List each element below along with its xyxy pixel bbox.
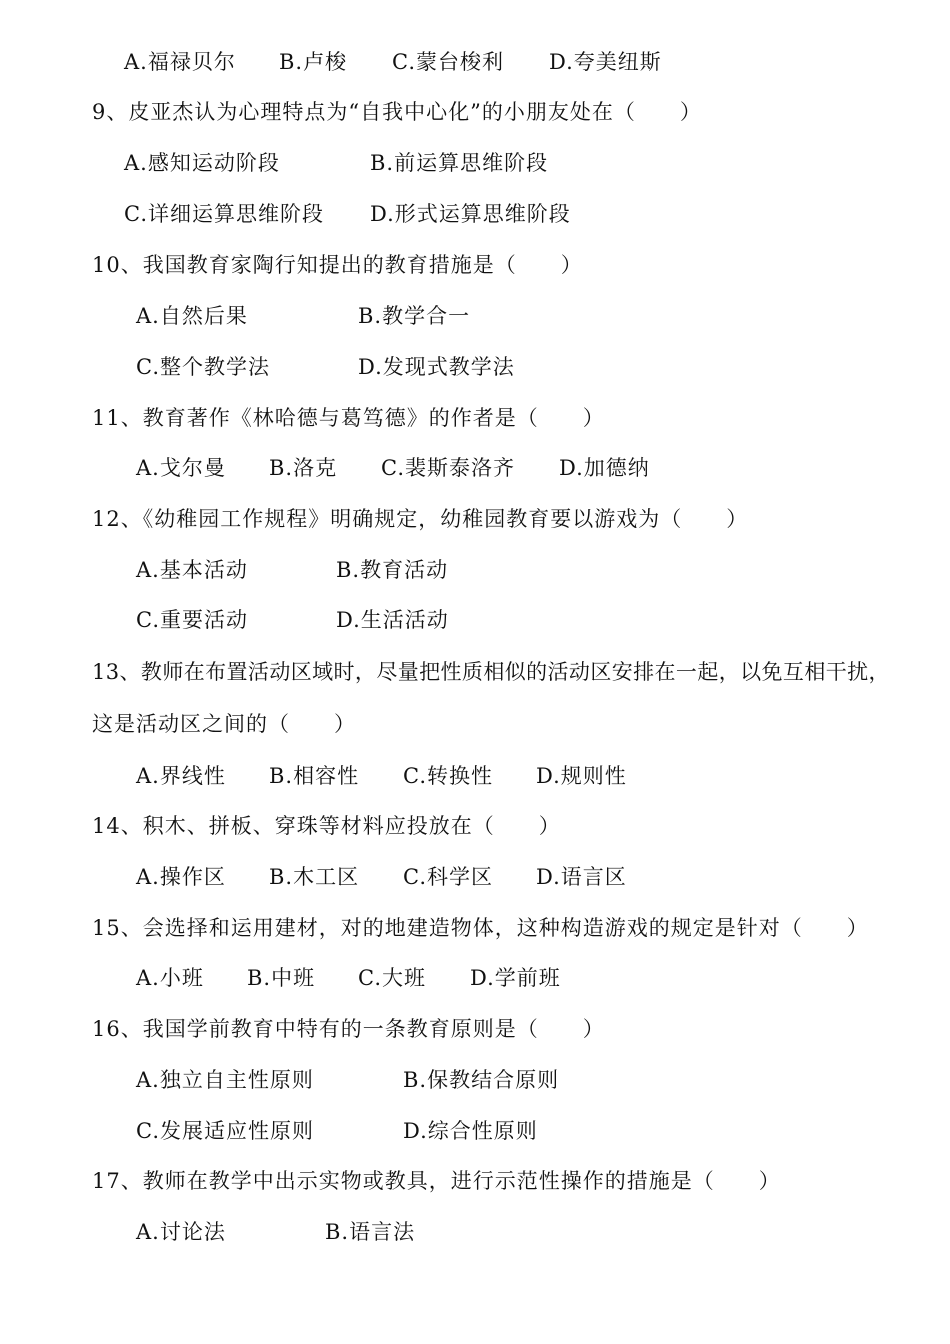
option-d: D.学前班 xyxy=(470,966,561,990)
option-d: D.形式运算思维阶段 xyxy=(370,202,571,226)
option-a: A.福禄贝尔 xyxy=(124,50,236,74)
option-b: B.教学合一 xyxy=(358,304,471,328)
option-b: B.木工区 xyxy=(269,865,360,889)
question-9-stem: 9、皮亚杰认为心理特点为“自我中心化”的小朋友处在（ ） xyxy=(92,100,702,124)
option-d: D.语言区 xyxy=(536,865,627,889)
option-d: D.规则性 xyxy=(536,764,627,788)
option-d: D.综合性原则 xyxy=(403,1119,538,1143)
option-c: C.转换性 xyxy=(403,764,493,788)
option-c: C.重要活动 xyxy=(136,608,248,632)
option-b: B.卢梭 xyxy=(279,50,348,74)
option-c: C.发展适应性原则 xyxy=(136,1119,314,1143)
option-a: A.界线性 xyxy=(136,764,226,788)
option-b: B.洛克 xyxy=(269,456,338,480)
option-c: C.详细运算思维阶段 xyxy=(124,202,324,226)
option-a: A.操作区 xyxy=(136,865,226,889)
option-a: A.独立自主性原则 xyxy=(136,1068,314,1092)
question-13-stem: 13、教师在布置活动区域时，尽量把性质相似的活动区安排在一起，以免互相干扰， xyxy=(92,660,890,684)
option-d: D.夸美纽斯 xyxy=(549,50,662,74)
option-a: A.小班 xyxy=(136,966,204,990)
question-10-stem: 10、我国教育家陶行知提出的教育措施是（ ） xyxy=(92,253,583,277)
question-12-stem: 12、《幼稚园工作规程》明确规定，幼稚园教育要以游戏为（ ） xyxy=(92,507,749,531)
option-b: B.中班 xyxy=(247,966,316,990)
question-17-stem: 17、教师在教学中出示实物或教具，进行示范性操作的措施是（ ） xyxy=(92,1169,781,1193)
question-15-stem: 15、会选择和运用建材，对的地建造物体，这种构造游戏的规定是针对（ ） xyxy=(92,916,869,940)
option-b: B.教育活动 xyxy=(336,558,449,582)
option-c: C.蒙台梭利 xyxy=(392,50,504,74)
option-c: C.裴斯泰洛齐 xyxy=(381,456,515,480)
option-c: C.大班 xyxy=(358,966,426,990)
option-c: C.科学区 xyxy=(403,865,493,889)
question-13-stem-continued: 这是活动区之间的（ ） xyxy=(92,712,356,736)
option-d: D.生活活动 xyxy=(336,608,449,632)
option-a: A.戈尔曼 xyxy=(136,456,226,480)
question-11-stem: 11、教育著作《林哈德与葛笃德》的作者是（ ） xyxy=(92,406,605,430)
option-b: B.前运算思维阶段 xyxy=(370,151,549,175)
option-b: B.保教结合原则 xyxy=(403,1068,560,1092)
option-a: A.自然后果 xyxy=(136,304,248,328)
option-d: D.发现式教学法 xyxy=(358,355,515,379)
option-a: A.讨论法 xyxy=(136,1220,226,1244)
question-16-stem: 16、我国学前教育中特有的一条教育原则是（ ） xyxy=(92,1017,605,1041)
option-a: A.基本活动 xyxy=(136,558,248,582)
option-b: B.语言法 xyxy=(325,1220,416,1244)
question-14-stem: 14、积木、拼板、穿珠等材料应投放在（ ） xyxy=(92,814,561,838)
option-d: D.加德纳 xyxy=(559,456,650,480)
option-c: C.整个教学法 xyxy=(136,355,270,379)
option-b: B.相容性 xyxy=(269,764,360,788)
option-a: A.感知运动阶段 xyxy=(124,151,280,175)
